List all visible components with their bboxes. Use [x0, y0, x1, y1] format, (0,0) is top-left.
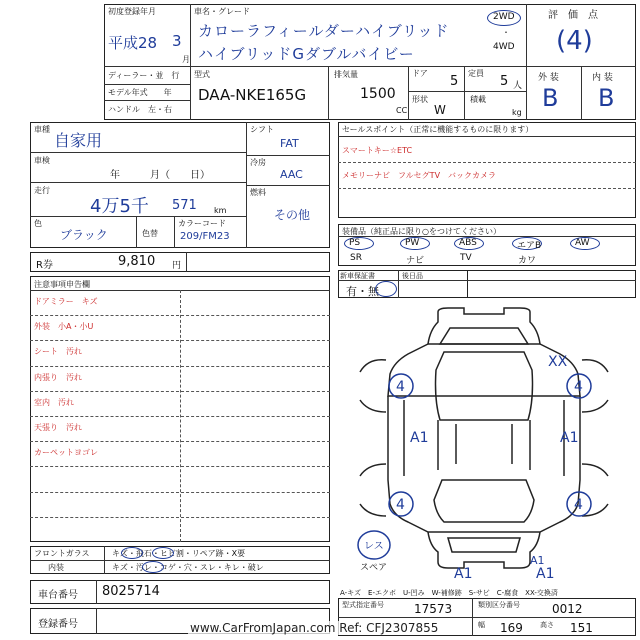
interior-value: B: [598, 84, 615, 112]
interior-cond-label: 内装: [48, 563, 64, 572]
recycle-value: 9,810: [118, 254, 156, 269]
color-code-label: カラーコード: [178, 219, 226, 228]
capacity-value: 5: [500, 74, 509, 89]
warranty-value: 有・無: [346, 285, 379, 298]
ac-label: 冷房: [250, 158, 266, 167]
drive-4wd: 4WD: [493, 42, 515, 52]
warranty-label: 新車保証書: [340, 272, 375, 280]
score-label: 評 価 点: [548, 10, 598, 21]
note-item: カーペットヨゴレ: [34, 448, 98, 458]
mark-a1-right: A1: [560, 430, 579, 446]
handle-label: ハンドル 左・右: [108, 105, 172, 114]
note-item: 天張り 汚れ: [34, 423, 82, 432]
mark-rear-left: 4: [396, 497, 405, 513]
month-value: 3: [172, 32, 182, 50]
displacement-label: 排気量: [334, 70, 358, 79]
selling-point-1: スマートキー☆ETC: [342, 146, 413, 155]
mark-a1-rear3: A1: [530, 554, 545, 567]
equipment-label: 装備品（純正品に限り○をつけてください）: [342, 227, 501, 236]
drive-dot: ・: [502, 28, 510, 37]
mileage-label: 走行: [34, 186, 50, 195]
height-value: 151: [570, 621, 593, 635]
spare-less: レス: [364, 541, 384, 552]
notes-row-line: [30, 517, 330, 518]
damage-legend: A-キズ E-エクボ U-凹み W-補修跡 S-サビ C-腐食 XX-交換済: [340, 589, 558, 597]
notes-row-line: [30, 366, 330, 367]
dealer-label: ディーラー・並 行: [108, 71, 180, 80]
spare-text: スペア: [360, 563, 388, 573]
car-diagram: [338, 300, 636, 586]
equipment-top-item: PW: [405, 238, 420, 248]
equipment-top-item: ABS: [459, 238, 477, 248]
color-code-value: 209/FM23: [180, 231, 230, 242]
notes-row-line: [30, 466, 330, 467]
class-value: 0012: [552, 602, 583, 616]
doors-value: 5: [450, 74, 459, 89]
fuel-label: 燃料: [250, 188, 266, 197]
first-reg-label: 初度登録年月: [108, 7, 156, 16]
chassis-value: 8025714: [102, 584, 160, 599]
equipment-bottom-item: ナビ: [406, 256, 425, 266]
warranty-extra-label: 後日品: [402, 272, 423, 280]
inspection-label: 車検: [34, 156, 50, 165]
exterior-label: 外 装: [538, 73, 559, 83]
front-glass-value: キズ・飛石・ヒビ割・リペア跡・X要: [112, 549, 246, 558]
displacement-value: 1500: [360, 86, 396, 102]
displacement-unit: CC: [396, 106, 408, 115]
type-value: DAA-NKE165G: [198, 86, 307, 104]
exterior-value: B: [542, 84, 559, 112]
interior-label: 内 装: [592, 73, 613, 83]
width-value: 169: [500, 621, 523, 635]
shape-value: W: [434, 103, 446, 117]
color-change-label: 色替: [142, 229, 158, 238]
mileage-value: 4万5千: [90, 196, 149, 217]
note-item: 内張り 汚れ: [34, 372, 82, 382]
front-glass-label: フロントガラス: [34, 549, 90, 558]
shift-label: シフト: [250, 125, 274, 134]
shape-label: 形状: [412, 95, 428, 104]
mark-front-right: 4: [574, 379, 583, 395]
mark-rear-right: 4: [574, 497, 583, 513]
model-year-label: モデル年式 年: [108, 88, 172, 97]
recycle-unit: 円: [172, 261, 182, 271]
interior-stain-circle: [142, 561, 164, 573]
color-value: ブラック: [60, 228, 108, 242]
car-name-line1: カローラフィールダーハイブリッド: [198, 22, 450, 40]
drive-2wd: 2WD: [493, 12, 515, 22]
kind-label: 車種: [34, 125, 50, 134]
watermark: www.CarFromJapan.com Ref: CFJ2307855: [190, 621, 439, 635]
capacity-label: 定員: [468, 69, 484, 78]
car-name-line2: ハイブリッドGダブルバイビー: [198, 45, 415, 63]
mark-a1-left: A1: [410, 430, 429, 446]
note-item: シート 汚れ: [34, 347, 82, 357]
selling-points-label: セールスポイント（正常に機能するものに限ります）: [342, 125, 534, 134]
name-label: 車名・グレード: [194, 7, 250, 16]
reg-label: 登録番号: [38, 619, 78, 630]
color-label: 色: [34, 219, 42, 228]
mileage-sub: 571: [172, 198, 197, 213]
selling-point-2: メモリーナビ フルセグTV バックカメラ: [342, 171, 497, 180]
notes-row-line: [30, 441, 330, 442]
mileage-unit: km: [214, 206, 227, 215]
shift-value: FAT: [280, 137, 299, 150]
note-item: ドアミラー キズ: [34, 297, 98, 306]
mark-xx: XX: [548, 354, 568, 370]
fuel-value: その他: [274, 208, 311, 222]
kind-value: 自家用: [54, 131, 103, 150]
mark-a1-rear2: A1: [536, 566, 555, 582]
load-unit: kg: [512, 108, 522, 117]
notes-row-line: [30, 492, 330, 493]
equipment-top-item: PS: [349, 238, 361, 248]
month-unit: 月: [182, 55, 190, 64]
era-value: 平成28: [108, 34, 158, 52]
mark-front-left: 4: [396, 379, 405, 395]
equipment-bottom-item: TV: [460, 253, 472, 263]
warranty-no-circle: [375, 281, 397, 297]
interior-cond-value: キズ・汚レ・コゲ・穴・スレ・キレ・破レ: [112, 563, 264, 572]
chassis-label: 車台番号: [38, 590, 78, 601]
height-label: 高さ: [540, 621, 554, 629]
notes-row-line: [30, 340, 330, 341]
note-item: 室内 汚れ: [34, 397, 74, 407]
doors-label: ドア: [412, 69, 428, 78]
type-label: 型式: [194, 70, 210, 79]
ac-value: AAC: [280, 168, 303, 181]
class-label: 類別区分番号: [478, 601, 520, 609]
type-cert-value: 17573: [414, 602, 453, 616]
recycle-label: R券: [36, 260, 53, 271]
notes-row-line: [30, 391, 330, 392]
type-cert-label: 型式指定番号: [342, 601, 384, 609]
notes-label: 注意事項申告欄: [34, 280, 90, 289]
notes-row-line: [30, 416, 330, 417]
mark-a1-rear1: A1: [454, 566, 473, 582]
width-label: 幅: [478, 621, 485, 629]
equipment-bottom-item: SR: [350, 253, 362, 263]
notes-row-line: [30, 315, 330, 316]
equipment-bottom-item: カワ: [518, 256, 537, 266]
equipment-top-item: エアB: [517, 241, 542, 251]
capacity-unit: 人: [513, 81, 523, 91]
equipment-top-item: AW: [575, 238, 590, 248]
glass-chip-circle: [152, 547, 174, 559]
load-label: 積載: [470, 95, 486, 104]
note-item: 外装 小A・小U: [34, 322, 94, 332]
inspection-value: 年 月（ 日）: [110, 170, 210, 181]
glass-scratch-circle: [121, 547, 143, 559]
score-value: (4): [556, 26, 593, 56]
